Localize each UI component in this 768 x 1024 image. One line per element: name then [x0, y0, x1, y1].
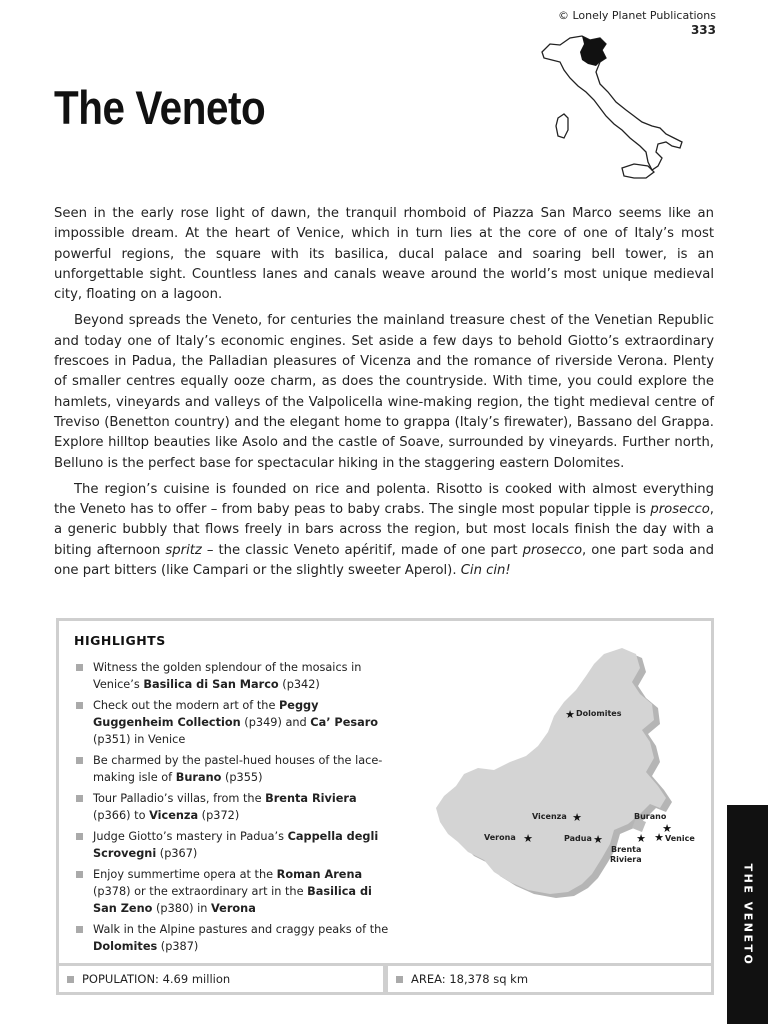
star-icon: ★	[565, 708, 575, 721]
page-number: 333	[690, 23, 716, 37]
map-label-verona: Verona	[484, 833, 516, 842]
map-label-dolomites: Dolomites	[576, 709, 622, 718]
highlight-item: Walk in the Alpine pastures and craggy peaks of the Dolomites (p387)	[73, 921, 391, 955]
map-label-riviera: Riviera	[610, 855, 642, 864]
map-label-vicenza: Vicenza	[532, 812, 567, 821]
area-stat: AREA: 18,378 sq km	[385, 963, 714, 995]
highlights-heading: HIGHLIGHTS	[74, 633, 166, 648]
star-icon: ★	[636, 832, 646, 845]
highlight-item: Tour Palladio’s villas, from the Brenta Riviera (p366) to Vicenza (p372)	[73, 790, 391, 824]
italy-locator-map	[530, 30, 690, 185]
star-icon: ★	[662, 822, 672, 835]
bullet-square-icon	[396, 976, 403, 983]
map-label-burano: Burano	[634, 812, 667, 821]
highlight-item: Witness the golden splendour of the mosaics in Venice’s Basilica di San Marco (p342)	[73, 659, 391, 693]
intro-text	[54, 204, 714, 587]
star-icon: ★	[593, 833, 603, 846]
highlight-item: Judge Giotto’s mastery in Padua’s Cappella degli Scrovegni (p367)	[73, 828, 391, 862]
publisher-credit: © Lonely Planet Publications	[557, 9, 716, 22]
chapter-side-tab-label: THE VENETO	[741, 863, 754, 966]
highlight-item: Enjoy summertime opera at the Roman Arena (p378) or the extraordinary art in the Basilica di San Zeno (p380) in Verona	[73, 866, 391, 917]
highlights-box	[56, 618, 714, 966]
highlights-list	[73, 659, 391, 959]
star-icon: ★	[654, 831, 664, 844]
intro-paragraph-1: Seen in the early rose light of dawn, the tranquil rhomboid of Piazza San Marco seems like an impossible dream. At the heart of Venice, which in turn lies at the core of one of Italy’s most powerful regions, the square with its basilica, ducal palace and soaring bell tower, is an unforgettable sight. Countless lanes and canals weave around the world’s most unique medieval city, floating on a lagoon.	[54, 206, 714, 303]
map-label-padua: Padua	[564, 834, 592, 843]
intro-paragraph-3: The region’s cuisine is founded on rice and polenta. Risotto is cooked with almost everything the Veneto has to offer – from baby peas to baby crabs. The single most popular tipple is prosecco, a generic bubbly that flows freely in bars across the region, but most locals finish the day with a biting afternoon spritz – the classic Veneto apéritif, made of one part prosecco, one part soda and one part bitters (like Campari or the slightly sweeter Aperol). Cin cin!	[54, 481, 714, 579]
map-label-brenta: Brenta	[611, 845, 642, 854]
population-stat: POPULATION: 4.69 million	[56, 963, 386, 995]
chapter-side-tab	[727, 805, 768, 1024]
map-label-venice: Venice	[665, 834, 695, 843]
page-title: The Veneto	[54, 81, 266, 134]
highlight-item: Be charmed by the pastel-hued houses of the lace-making isle of Burano (p355)	[73, 752, 391, 786]
star-icon: ★	[572, 811, 582, 824]
highlight-item: Check out the modern art of the Peggy Guggenheim Collection (p349) and Ca’ Pesaro (p351) in Venice	[73, 697, 391, 748]
bullet-square-icon	[67, 976, 74, 983]
veneto-highlights-map	[414, 646, 704, 936]
intro-paragraph-2: Beyond spreads the Veneto, for centuries the mainland treasure chest of the Venetian Republic and today one of Italy’s economic engines. Set aside a few days to behold Giotto’s extraordinary frescoes in Padua, the Palladian pleasures of Vicenza and the romance of riverside Verona. Plenty of smaller centres equally ooze charm, as does the countryside. With time, you could explore the hamlets, vineyards and valleys of the Valpolicella wine-making region, the tight medieval centre of Treviso (Benetton country) and the elegant home to grappa (Italy’s firewater), Bassano del Grappa. Explore hilltop beauties like Asolo and the castle of Soave, surrounded by vineyards. Further north, Belluno is the perfect base for spectacular hiking in the staggering eastern Dolomites.	[54, 313, 714, 471]
star-icon: ★	[523, 832, 533, 845]
